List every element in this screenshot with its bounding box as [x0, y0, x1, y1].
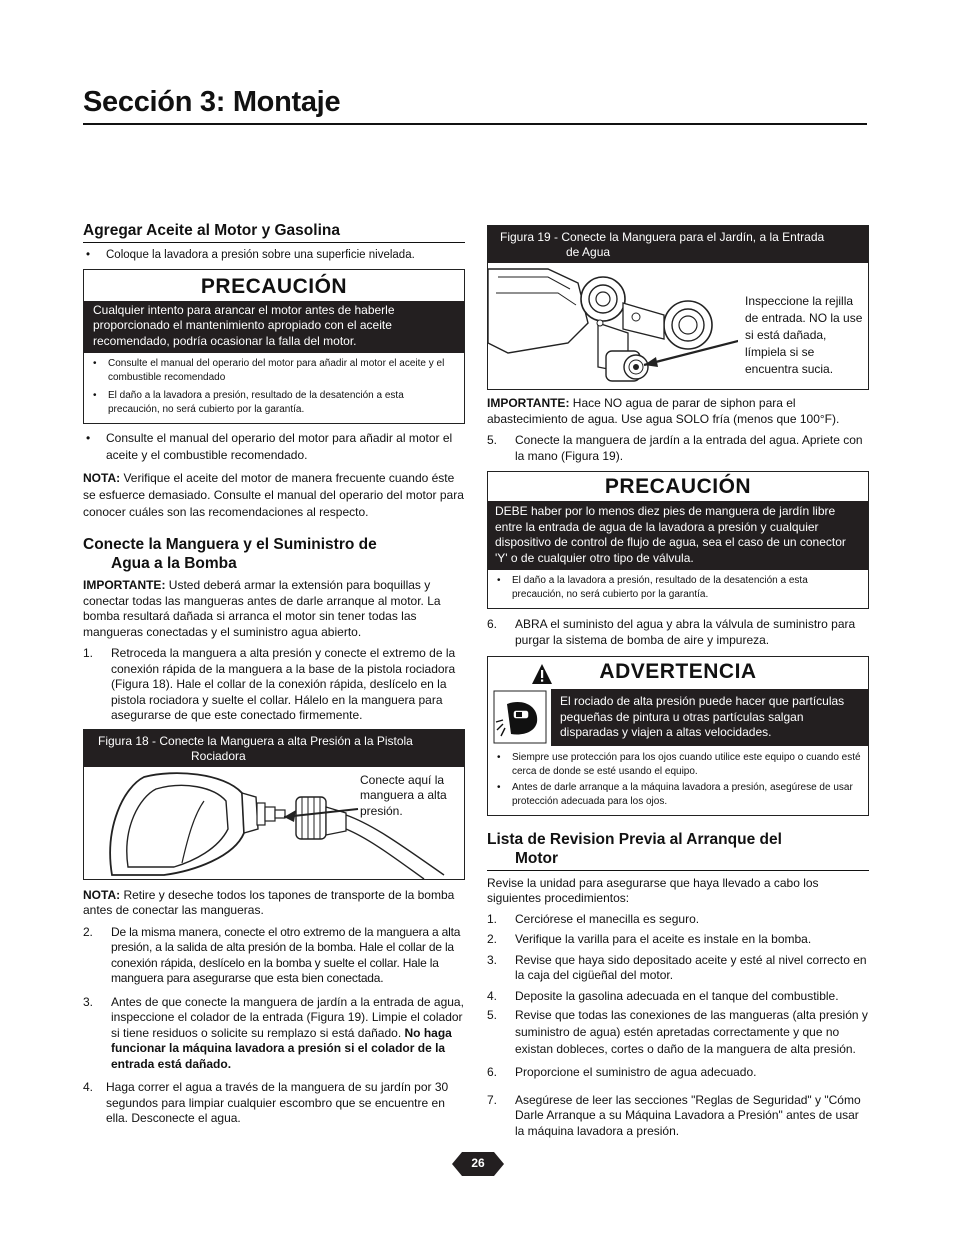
figure-18-caption [84, 730, 464, 767]
fig18-caption-line2: Rociadora [191, 748, 246, 763]
checklist-item-text: Revise que todas las conexiones de las mangueras (alta presión y suministro de agua) estén apretadas correctamente y que no existan dobleces, cortes o daño de la manguera de alta presión. [515, 1008, 868, 1056]
checklist-item-text: Verifique la varilla para el aceite es instale en la bomba. [515, 932, 812, 946]
warning-bullet: • Siempre use protección para los ojos cuando utilice este equipo o cuando esté cerca de donde se esté usando el equipo. [494, 751, 862, 779]
checklist-item: 3. Revise que haya sido depositado aceite y esté al nivel correcto en la caja del cigüeñal del motor. [487, 952, 867, 982]
caution-bullets [488, 570, 868, 608]
step-2-text: De la misma manera, conecte el otro extremo de la manguera a alta presión, a la salida de alta presión de la bomba. Hale el collar de la conexión rápida, deslícelo en la bomba y suelte el collar. Hale la manguera para asegurarse que esta bien conectada. [111, 924, 461, 985]
step-4-text: Haga correr el agua a través de la manguera de su jardín por 30 segundos para limpiar cualquier escombro que se encuentre en ella. Desconecte el agua. [106, 1080, 449, 1125]
oil-caution-box [83, 269, 465, 425]
fig19-note: Inspeccione la rejilla de entrada. NO la use si está dañada, límpiela si se encuentra sucia. [745, 294, 863, 376]
warning-triangle-icon [531, 663, 553, 685]
caution-text: DEBE haber por lo menos diez pies de manguera de jardín libre entre la entrada de agua de la lavadora a presión y cualquier dispositivo de control de flujo de agua, sea el caso de un conector 'Y' o de cualquier otro tipo de válvula. [488, 501, 868, 570]
note-label: NOTA: [83, 887, 121, 902]
caution-bullet: • Consulte el manual del operario del motor para añadir al motor el aceite y el combustible recomendado [90, 357, 458, 385]
checklist-heading-line1: Lista de Revision Previa al Arranque del [487, 830, 782, 848]
hose-note [83, 888, 465, 919]
figure-19-illustration [488, 263, 868, 389]
figure-18 [83, 729, 465, 880]
important-text: Hace NO agua de parar de siphon para el abastecimiento de agua. Use agua SOLO fría (menos que 100°F). [487, 396, 840, 426]
important-label: IMPORTANTE: [487, 396, 570, 410]
step-1-text: Retroceda la manguera a alta presión y conecte el extremo de la conexión rápida de la manguera a la base de la pistola rociadora (Figura 18). Hale el collar de la conexión rápida, deslícelo en la pistola rociadora y suelte el collar. Hálelo en la manguera para asegurarse de que este conectado firmemente. [111, 646, 456, 722]
checklist-item-text: Cerciórese el manecilla es seguro. [515, 911, 700, 926]
oil-bullet: • Coloque la lavadora a presión sobre una superficie nivelada. [83, 248, 465, 264]
note-label: NOTA: [83, 471, 121, 485]
checklist-item-text: Proporcione el suministro de agua adecuado. [515, 1065, 757, 1079]
checklist-item: 5. Revise que todas las conexiones de las mangueras (alta presión y suministro de agua) estén apretadas correctamente y que no existan dobleces, cortes o daño de la manguera de alta presión. [487, 1008, 868, 1056]
step-3-bold: No haga funcionar la máquina lavadora a presión si el colador de la entrada está dañado. [111, 1025, 452, 1071]
checklist-item-text: Revise que haya sido depositado aceite y esté al nivel correcto en la caja del cigüeñal del motor. [515, 952, 867, 982]
checklist-item-text: Deposite la gasolina adecuada en el tanque del combustible. [515, 988, 839, 1003]
right-column [487, 225, 869, 1144]
checklist-item: 6. Proporcione el suministro de agua adecuado. [487, 1065, 757, 1079]
left-column [83, 221, 465, 1132]
hose-heading-line2: Agua a la Bomba [111, 555, 237, 572]
checklist-item-text: Asegúrese de leer las secciones "Reglas de Seguridad" y "Cómo Darle Arranque a su Máquina Lavadora a Presión" antes de usar la máquina lavadora a presión. [515, 1092, 861, 1138]
page-number-badge [452, 1150, 504, 1178]
fig19-caption-line2: de Agua [566, 245, 611, 259]
step-1: 1. Retroceda la manguera a alta presión y conecte el extremo de la conexión rápida de la manguera a la base de la pistola rociadora (Figura 18). Hale el collar de la conexión rápida, deslícelo en la pistola rociadora y suelte el collar. Hálelo en la manguera para asegurarse de que este conectado firmemente. [83, 646, 456, 722]
oil-heading: Agregar Aceite al Motor y Gasolina [83, 221, 465, 243]
checklist-heading-line2: Motor [515, 849, 559, 867]
warning-box [487, 656, 869, 816]
checklist-heading [487, 830, 869, 871]
note-text: Retire y deseche todos los tapones de transporte de la bomba antes de conectar las mangueras. [83, 887, 455, 917]
step-6-text: ABRA el suministo del agua y abra la válvula de suministro para purgar la sistema de bomba de aire y impureza. [515, 617, 856, 647]
note-text: Verifique el aceite del motor de manera frecuente cuando éste se esfuerce demasiado. Consulte el manual del operario del motor para conocer cuáles son las recomendaciones al respecto. [83, 471, 464, 519]
oil-bullet2-list [83, 430, 465, 464]
checklist-item: 2. Verifique la varilla para el aceite es instale en la bomba. [487, 932, 812, 946]
fig19-caption-line1: Figura 19 - Conecte la Manguera para el Jardín, a la Entrada [500, 230, 825, 244]
right-important [487, 396, 869, 427]
figure-19-caption [488, 226, 868, 263]
fig18-caption-line1: Figura 18 - Conecte la Manguera a alta Presión a la Pistola [98, 733, 413, 748]
hose-caution-box [487, 471, 869, 609]
figure-18-illustration [84, 767, 464, 879]
checklist-item: 4. Deposite la gasolina adecuada en el tanque del combustible. [487, 988, 839, 1003]
step-2: 2. De la misma manera, conecte el otro extremo de la manguera a alta presión, a la salida de alta presión de la bomba. Hale el collar de la conexión rápida, deslícelo en la bomba y suelte el collar. Hale la manguera para asegurarse que esta bien conectada. [83, 924, 461, 985]
caution-title: PRECAUCIÓN [604, 475, 752, 498]
checklist-intro: Revise la unidad para asegurarse que haya llevado a cabo los siguientes procedimientos: [487, 875, 819, 905]
warning-text: El rociado de alta presión puede hacer que partículas pequeñas de pintura u otras partículas salgan disparadas y viajen a altas velocidades. [560, 694, 845, 739]
caution-bullets [84, 353, 464, 423]
step-6: 6. ABRA el suministo del agua y abra la válvula de suministro para purgar la sistema de bomba de aire y impureza. [487, 617, 856, 647]
caution-bullet: • El daño a la lavadora a presión, resultado de la desatención a esta precaución, no será cubierto por la garantía. [494, 574, 862, 602]
warning-header [488, 657, 868, 689]
warning-title: ADVERTENCIA [599, 660, 757, 683]
page-number: 26 [471, 1156, 485, 1170]
checklist-items [487, 912, 869, 1140]
pump-inlet-illustration [488, 263, 738, 389]
checklist-item: 7. Asegúrese de leer las secciones "Reglas de Seguridad" y "Cómo Darle Arranque a su Máquina Lavadora a Presión" antes de usar la máquina lavadora a presión. [487, 1092, 861, 1138]
goggles-icon [493, 690, 547, 744]
right-steps-a [487, 433, 869, 464]
fig18-note: Conecte aquí la manguera a alta presión. [360, 772, 447, 818]
eye-protection-icon [488, 689, 552, 746]
warning-bullet: • Antes de darle arranque a la máquina lavadora a presión, asegúrese de usar protección adecuada para los ojos. [494, 781, 862, 809]
title-rule [83, 123, 867, 125]
page-title: Sección 3: Montaje [83, 86, 341, 118]
right-steps-b [487, 617, 869, 648]
caution-title: PRECAUCIÓN [200, 274, 348, 298]
important-label: IMPORTANTE: [83, 578, 166, 592]
step-3: 3. Antes de que conecte la manguera de jardín a la entrada de agua, inspeccione el colador de la entrada (Figura 19). Limpie el colador si tiene residuos o solicite su remplazo si está dañado. No haga funcionar la máquina lavadora a presión si el colador de la entrada está dañado. [83, 994, 464, 1071]
oil-bullet2: • Consulte el manual del operario del motor para añadir al motor el aceite y el combustible recomendado. [83, 430, 465, 464]
oil-bullet-list [83, 248, 465, 264]
figure-19 [487, 225, 869, 390]
hose-important [83, 578, 465, 640]
hose-steps-b [83, 925, 465, 1127]
step-3-text: Antes de que conecte la manguera de jardín a la entrada de agua, inspeccione el colador de la entrada (Figura 19). Limpie el colador si tiene residuos o solicite su remplazo si está dañado. [111, 994, 464, 1040]
warning-bullets [488, 746, 868, 815]
step-5: 5. Conecte la manguera de jardín a la entrada del agua. Apriete con la mano (Figura 19). [487, 433, 863, 463]
hose-heading-line1: Conecte la Manguera y el Suministro de [83, 536, 377, 553]
hose-steps-a [83, 646, 465, 724]
caution-bullet: • El daño a la lavadora a presión, resultado de la desatención a esta precaución, no será cubierto por la garantía. [90, 389, 458, 417]
warning-body [488, 689, 868, 746]
checklist-item: 1. Cerciórese el manecilla es seguro. [487, 911, 700, 926]
hose-heading [83, 535, 465, 575]
step-5-text: Conecte la manguera de jardín a la entrada del agua. Apriete con la mano (Figura 19). [515, 433, 863, 463]
step-4: 4. Haga correr el agua a través de la manguera de su jardín por 30 segundos para limpiar cualquier escombro que se encuentre en ella. Desconecte el agua. [83, 1080, 449, 1125]
important-text: Usted deberá armar la extensión para boquillas y conectar todas las mangueras antes de darle arranque al motor. La bomba resultará dañada si arranca el motor sin tener todas las mangueras conectadas y el suministro agua abierto. [83, 578, 441, 639]
caution-text: Cualquier intento para arancar el motor antes de haberle proporcionado el mantenimiento apropiado con el aceite recomendado, podría ocasionar la falla del motor. [84, 301, 464, 354]
oil-note [83, 470, 465, 521]
